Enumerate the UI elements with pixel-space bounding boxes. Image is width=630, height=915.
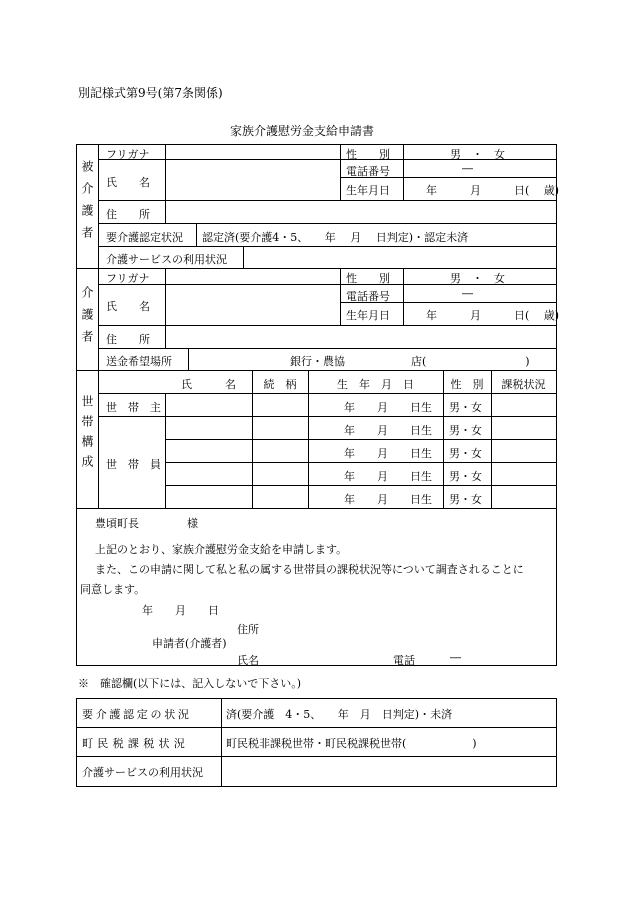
confirm-care-label: 要介護認定の状況	[82, 708, 192, 721]
bank-label: 送金希望場所	[106, 355, 172, 368]
household-row-sex: 男・女	[449, 493, 482, 506]
application-date: 年 月 日	[142, 604, 219, 617]
sex-options: 男 ・ 女	[450, 148, 505, 161]
declaration-line-3: 同意します。	[80, 583, 146, 596]
applicant-phone-label: 電話	[393, 654, 415, 667]
household-row-sex: 男・女	[449, 424, 482, 437]
confirmation-note: ※ 確認欄(以下には、記入しないで下さい。)	[78, 677, 302, 690]
bank-value: 銀行・農協 店( )	[290, 355, 530, 368]
name-label: 氏 名	[106, 176, 150, 189]
caregiver-birth-format: 年 月 日( 歳)	[426, 309, 560, 322]
form-title: 家族介護慰労金支給申請書	[230, 124, 375, 138]
sex-label: 性 別	[346, 148, 390, 161]
declaration-line-2: また、この申請に関して私と私の属する世帯員の課税状況等について調査されることに	[95, 563, 524, 576]
section-label-caregiver: 介護者	[80, 286, 94, 352]
household-row-sex: 男・女	[449, 401, 482, 414]
household-member-label: 世 帯 員	[106, 458, 161, 471]
confirm-care-value: 済(要介護 4・5、 年 月 日判定)・未済	[226, 708, 453, 721]
declaration-line-1: 上記のとおり、家族介護慰労金支給を申請します。	[95, 543, 348, 556]
household-row-birth: 年 月 日生	[344, 424, 432, 437]
confirm-tax-label: 町民税課税状況	[82, 737, 190, 750]
section-label-household: 世帯構成	[80, 395, 94, 475]
birthdate-label: 生年月日	[346, 184, 390, 197]
household-header-tax: 課税状況	[501, 378, 546, 391]
caregiver-sex-options: 男 ・ 女	[450, 272, 505, 285]
caregiver-sex-label: 性 別	[346, 272, 390, 285]
caregiver-name-label: 氏 名	[106, 300, 150, 313]
caregiver-birthdate-label: 生年月日	[346, 309, 390, 322]
section-label-cared-person: 被介護者	[80, 160, 94, 248]
caregiver-address-label: 住 所	[106, 333, 150, 346]
applicant-label: 申請者(介護者)	[152, 637, 227, 650]
form-number: 別記様式第9号(第7条関係)	[78, 86, 223, 100]
applicant-name-label: 氏名	[237, 654, 259, 667]
addressee: 豊頃町長	[95, 517, 139, 530]
service-label: 介護サービスの利用状況	[106, 253, 227, 266]
phone-dash: ―	[462, 162, 473, 175]
household-row-sex: 男・女	[449, 470, 482, 483]
caregiver-phone-label: 電話番号	[346, 290, 390, 303]
applicant-address-label: 住所	[237, 623, 259, 636]
household-row-birth: 年 月 日生	[344, 447, 432, 460]
household-header-name: 氏 名	[181, 378, 236, 391]
care-status-label: 要介護認定状況	[106, 231, 183, 244]
confirm-tax-value: 町民税非課税世帯・町民税課税世帯( )	[226, 737, 477, 750]
caregiver-furigana-label: フリガナ	[106, 272, 150, 285]
confirm-service-label: 介護サービスの利用状況	[82, 766, 203, 779]
honorific: 様	[187, 517, 198, 530]
household-header-sex: 性 別	[450, 378, 484, 391]
household-row-birth: 年 月 日生	[344, 493, 432, 506]
household-header-relation: 続 柄	[263, 378, 297, 391]
birth-format: 年 月 日( 歳)	[426, 184, 560, 197]
household-row-birth: 年 月 日生	[344, 470, 432, 483]
household-header-birth: 生 年 月 日	[337, 378, 414, 391]
household-row-sex: 男・女	[449, 447, 482, 460]
address-label: 住 所	[106, 208, 150, 221]
applicant-phone-dash: ―	[450, 651, 461, 664]
care-status-value: 認定済(要介護4・5、 年 月 日判定)・認定未済	[202, 231, 469, 244]
caregiver-phone-dash: ―	[462, 287, 473, 300]
household-head-label: 世 帯 主	[106, 401, 161, 414]
furigana-label: フリガナ	[106, 148, 150, 161]
phone-label: 電話番号	[346, 165, 390, 178]
household-row-birth: 年 月 日生	[344, 401, 432, 414]
